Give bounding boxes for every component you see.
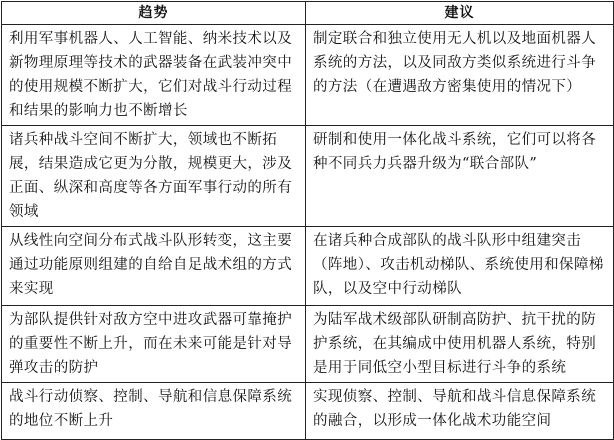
- table-row: [2, 227, 614, 306]
- table-row: [2, 383, 614, 440]
- trends-suggestions-table: [1, 1, 614, 440]
- trend-cell: 从线性向空间分布式战斗队形转变，这主要通过功能原则组建的自给自足战术组的方式来实现: [2, 227, 306, 306]
- header-row: [2, 2, 614, 25]
- header-suggestion: 建议: [306, 2, 614, 25]
- trend-cell: 为部队提供针对敌方空中进攻武器可靠掩护的重要性不断上升，而在未来可能是针对导弹攻击的防护: [2, 306, 306, 383]
- header-trend: 趋势: [2, 2, 306, 25]
- comparison-table-container: [1, 1, 613, 429]
- suggestion-cell: 制定联合和独立使用无人机以及地面机器人系统的方法，以及同敌方类似系统进行斗争的方法（在遭遇敌方密集使用的情况下）: [306, 25, 614, 126]
- table-row: [2, 306, 614, 383]
- trend-cell: 战斗行动侦察、控制、导航和信息保障系统的地位不断上升: [2, 383, 306, 440]
- table-row: [2, 126, 614, 227]
- trend-cell: 诸兵种战斗空间不断扩大，领域也不断拓展，结果造成它更为分散，规模更大，涉及正面、纵深和高度等各方面军事行动的所有领域: [2, 126, 306, 227]
- suggestion-cell: 实现侦察、控制、导航和战斗信息保障系统的融合，以形成一体化战术功能空间: [306, 383, 614, 440]
- suggestion-cell: 研制和使用一体化战斗系统，它们可以将各种不同兵力兵器升级为“联合部队”: [306, 126, 614, 227]
- table-row: [2, 25, 614, 126]
- trend-cell: 利用军事机器人、人工智能、纳米技术以及新物理原理等技术的武器装备在武装冲突中的使用规模不断扩大，它们对战斗行动过程和结果的影响力也不断增长: [2, 25, 306, 126]
- suggestion-cell: 在诸兵种合成部队的战斗队形中组建突击（阵地）、攻击机动梯队、系统使用和保障梯队，以及空中行动梯队: [306, 227, 614, 306]
- suggestion-cell: 为陆军战术级部队研制高防护、抗干扰的防护系统，在其编成中使用机器人系统，特别是用于同低空小型目标进行斗争的系统: [306, 306, 614, 383]
